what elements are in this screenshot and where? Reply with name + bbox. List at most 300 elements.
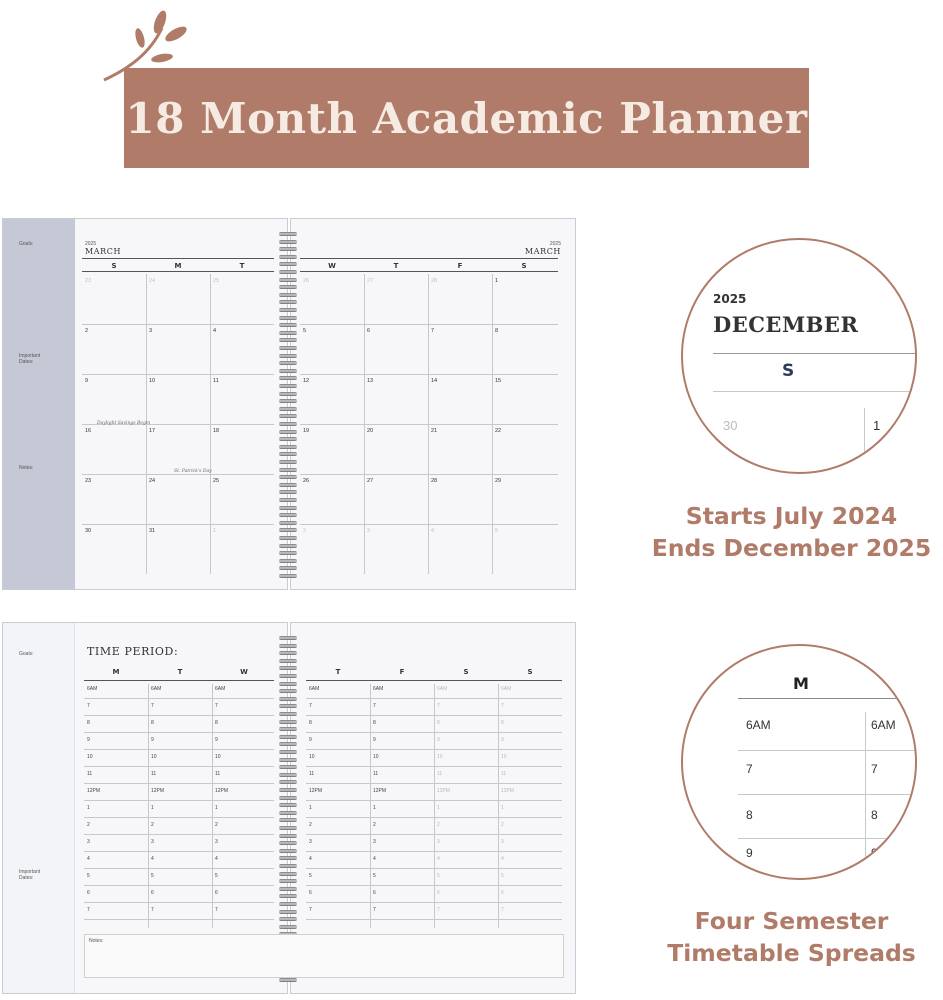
spiral-coil: [279, 720, 297, 724]
time-slot: 1: [215, 805, 218, 811]
spiral-coil: [279, 262, 297, 266]
zoom-rule: [738, 750, 915, 751]
time-slot: 11: [215, 771, 221, 777]
spiral-coil: [279, 834, 297, 838]
spiral-coil: [279, 240, 297, 244]
zoom-time: 7: [871, 762, 878, 776]
zoom-circle-timetable: [681, 644, 917, 880]
zoom-divider: [865, 712, 866, 880]
header-rule: [300, 258, 558, 259]
calendar-date: 17: [149, 428, 156, 434]
right-year: 2025: [549, 241, 561, 247]
spiral-coil: [279, 354, 297, 358]
time-slot: 8: [215, 720, 218, 726]
spiral-coil: [279, 894, 297, 898]
time-slot: 8: [437, 720, 440, 726]
time-slot: 7: [215, 703, 218, 709]
time-slot: 9: [501, 737, 504, 743]
calendar-date: 18: [213, 428, 220, 434]
spiral-coil: [279, 430, 297, 434]
calendar-date: 1: [213, 528, 217, 534]
time-slot: 2: [309, 822, 312, 828]
zoom-year: 2025: [713, 292, 747, 306]
spiral-binding: [279, 232, 297, 582]
spiral-coil: [279, 498, 297, 502]
caption-line: Ends December 2025: [651, 534, 932, 562]
calendar-date: 12: [303, 378, 310, 384]
spiral-coil: [279, 651, 297, 655]
spiral-coil: [279, 536, 297, 540]
time-slot: 4: [309, 856, 312, 862]
monthly-left-page: [2, 218, 288, 590]
spiral-coil: [279, 376, 297, 380]
notes-box: [84, 934, 564, 978]
grid-rule: [84, 800, 274, 801]
monthly-right-page: [290, 218, 576, 590]
sidebar-label-goals: Goals:: [19, 241, 34, 247]
spiral-coil: [279, 841, 297, 845]
weekday-header: T: [239, 262, 245, 270]
calendar-date: 16: [85, 428, 92, 434]
spiral-coil: [279, 574, 297, 578]
time-slot: 8: [501, 720, 504, 726]
spiral-coil: [279, 521, 297, 525]
calendar-date: 7: [431, 328, 435, 334]
time-slot: 7: [151, 703, 154, 709]
spiral-coil: [279, 727, 297, 731]
grid-rule: [300, 474, 558, 475]
grid-col-rule: [498, 684, 499, 928]
grid-rule: [300, 374, 558, 375]
grid-rule: [84, 919, 274, 920]
spiral-coil: [279, 887, 297, 891]
grid-col-rule: [492, 274, 493, 574]
time-slot: 2: [151, 822, 154, 828]
caption-line: Timetable Spreads: [667, 939, 916, 967]
time-slot: 9: [437, 737, 440, 743]
time-slot: 11: [309, 771, 315, 777]
notes-label: Notes:: [89, 938, 104, 944]
calendar-date: 2: [303, 528, 307, 534]
calendar-date: 31: [149, 528, 156, 534]
spiral-coil: [279, 742, 297, 746]
title-banner: [124, 68, 809, 168]
header-rule: [300, 271, 558, 272]
spiral-coil: [279, 773, 297, 777]
time-slot: 11: [437, 771, 443, 777]
zoom-time: 8: [871, 808, 878, 822]
zoom-time: 6AM: [871, 718, 896, 732]
spiral-coil: [279, 475, 297, 479]
spiral-coil: [279, 270, 297, 274]
time-slot: 9: [151, 737, 154, 743]
grid-col-rule: [370, 684, 371, 928]
time-slot: 8: [151, 720, 154, 726]
header-rule: [82, 271, 274, 272]
calendar-date: 3: [367, 528, 371, 534]
spiral-coil: [279, 636, 297, 640]
spiral-coil: [279, 544, 297, 548]
calendar-date: 8: [495, 328, 499, 334]
spiral-coil: [279, 528, 297, 532]
time-slot: 9: [87, 737, 90, 743]
spiral-coil: [279, 917, 297, 921]
time-slot: 1: [309, 805, 312, 811]
spiral-coil: [279, 490, 297, 494]
spiral-coil: [279, 796, 297, 800]
caption-line: Starts July 2024: [685, 502, 898, 530]
time-slot: 6: [501, 890, 504, 896]
grid-col-rule: [428, 274, 429, 574]
spiral-coil: [279, 925, 297, 929]
spiral-coil: [279, 674, 297, 678]
spiral-coil: [279, 849, 297, 853]
time-slot: 9: [373, 737, 376, 743]
spiral-coil: [279, 682, 297, 686]
zoom-time: 9: [871, 846, 878, 860]
zoom-rule: [738, 794, 915, 795]
spiral-coil: [279, 697, 297, 701]
calendar-date: 25: [213, 478, 220, 484]
time-slot: 7: [501, 907, 504, 913]
spiral-coil: [279, 445, 297, 449]
header-rule: [306, 680, 562, 681]
caption-line: Four Semester: [694, 907, 889, 935]
calendar-date: 23: [85, 278, 92, 284]
time-slot: 4: [373, 856, 376, 862]
time-slot: 7: [437, 703, 440, 709]
zoom-time: 7: [746, 762, 753, 776]
time-slot: 6AM: [437, 686, 448, 692]
spiral-coil: [279, 788, 297, 792]
zoom-time: 8: [746, 808, 753, 822]
calendar-date: 4: [213, 328, 217, 334]
time-slot: 6: [87, 890, 90, 896]
calendar-date: 6: [367, 328, 371, 334]
spiral-coil: [279, 659, 297, 663]
time-slot: 7: [87, 907, 90, 913]
spiral-coil: [279, 513, 297, 517]
spiral-coil: [279, 399, 297, 403]
spiral-coil: [279, 704, 297, 708]
spiral-coil: [279, 392, 297, 396]
calendar-date: 14: [431, 378, 438, 384]
weekly-spread: [2, 622, 576, 994]
time-slot: 7: [309, 703, 312, 709]
time-slot: 11: [501, 771, 507, 777]
weekday-header: W: [240, 668, 248, 676]
time-slot: 12PM: [373, 788, 387, 794]
zoom-rule: [738, 698, 915, 699]
spiral-coil: [279, 644, 297, 648]
spiral-coil: [279, 689, 297, 693]
time-slot: 10: [309, 754, 315, 760]
time-slot: 4: [501, 856, 504, 862]
grid-col-rule: [364, 274, 365, 574]
spiral-coil: [279, 758, 297, 762]
time-slot: 7: [437, 907, 440, 913]
spiral-coil: [279, 551, 297, 555]
zoom-date: 1: [873, 418, 881, 433]
time-slot: 5: [215, 873, 218, 879]
zoom-time: 9: [746, 846, 753, 860]
spiral-coil: [279, 864, 297, 868]
holiday-note: Daylight Savings Begin: [97, 421, 151, 426]
time-slot: 4: [215, 856, 218, 862]
time-slot: 8: [309, 720, 312, 726]
calendar-date: 25: [213, 278, 220, 284]
time-slot: 4: [437, 856, 440, 862]
spiral-coil: [279, 346, 297, 350]
time-slot: 1: [437, 805, 440, 811]
spiral-coil: [279, 422, 297, 426]
zoom-month: DECEMBER: [713, 312, 859, 337]
spiral-coil: [279, 978, 297, 982]
spiral-coil: [279, 460, 297, 464]
weekday-header: S: [527, 668, 533, 676]
time-slot: 11: [373, 771, 379, 777]
grid-rule: [82, 374, 274, 375]
spiral-coil: [279, 384, 297, 388]
weekday-header: S: [111, 262, 117, 270]
zoom-rule: [738, 838, 915, 839]
grid-rule: [84, 851, 274, 852]
calendar-date: 5: [303, 328, 307, 334]
spiral-coil: [279, 452, 297, 456]
spiral-coil: [279, 856, 297, 860]
time-slot: 6: [373, 890, 376, 896]
spiral-coil: [279, 910, 297, 914]
zoom-circle-month: [681, 238, 917, 474]
grid-rule: [84, 732, 274, 733]
spiral-coil: [279, 414, 297, 418]
spiral-coil: [279, 232, 297, 236]
time-slot: 3: [309, 839, 312, 845]
left-year: 2025: [85, 241, 97, 247]
zoom-time: 6AM: [746, 718, 771, 732]
spiral-coil: [279, 361, 297, 365]
time-slot: 5: [87, 873, 90, 879]
spiral-coil: [279, 468, 297, 472]
time-slot: 10: [437, 754, 443, 760]
spiral-coil: [279, 331, 297, 335]
weekly-sidebar: [3, 623, 75, 993]
time-slot: 7: [215, 907, 218, 913]
spiral-coil: [279, 316, 297, 320]
calendar-date: 20: [367, 428, 374, 434]
calendar-date: 11: [213, 378, 219, 384]
time-slot: 5: [151, 873, 154, 879]
weekday-header: M: [174, 262, 182, 270]
zoom-day-label: S: [782, 361, 795, 381]
monthly-sidebar: [3, 219, 75, 589]
time-slot: 12PM: [151, 788, 165, 794]
header-rule: [82, 258, 274, 259]
grid-rule: [82, 524, 274, 525]
time-slot: 12PM: [501, 788, 515, 794]
time-slot: 10: [373, 754, 379, 760]
calendar-date: 22: [495, 428, 502, 434]
spiral-coil: [279, 712, 297, 716]
spiral-coil: [279, 879, 297, 883]
time-slot: 12PM: [87, 788, 101, 794]
calendar-date: 23: [85, 478, 92, 484]
weekday-header: S: [521, 262, 527, 270]
time-slot: 6: [309, 890, 312, 896]
spiral-coil: [279, 369, 297, 373]
spiral-coil: [279, 300, 297, 304]
calendar-date: 3: [149, 328, 153, 334]
grid-col-rule: [148, 684, 149, 928]
spiral-coil: [279, 826, 297, 830]
spiral-coil: [279, 308, 297, 312]
grid-rule: [84, 817, 274, 818]
time-slot: 6AM: [87, 686, 98, 692]
grid-rule: [82, 474, 274, 475]
time-slot: 12PM: [437, 788, 451, 794]
spiral-coil: [279, 750, 297, 754]
time-slot: 6: [151, 890, 154, 896]
time-slot: 6AM: [215, 686, 226, 692]
grid-rule: [84, 783, 274, 784]
calendar-date: 5: [495, 528, 499, 534]
time-slot: 3: [215, 839, 218, 845]
grid-rule: [84, 902, 274, 903]
calendar-date: 10: [149, 378, 156, 384]
calendar-date: 9: [85, 378, 89, 384]
caption-dates: [640, 500, 943, 564]
spiral-coil: [279, 437, 297, 441]
spiral-coil: [279, 285, 297, 289]
time-slot: 5: [373, 873, 376, 879]
time-slot: 9: [215, 737, 218, 743]
time-slot: 2: [215, 822, 218, 828]
time-slot: 1: [87, 805, 90, 811]
time-slot: 3: [373, 839, 376, 845]
calendar-date: 28: [431, 478, 438, 484]
weekday-header: W: [328, 262, 336, 270]
time-slot: 1: [373, 805, 376, 811]
sidebar-label-dates: Important Dates:: [19, 353, 41, 365]
time-slot: 12PM: [215, 788, 229, 794]
spiral-coil: [279, 483, 297, 487]
calendar-date: 29: [495, 478, 502, 484]
spiral-coil: [279, 803, 297, 807]
grid-col-rule: [434, 684, 435, 928]
zoom-divider: [864, 408, 865, 474]
time-slot: 6AM: [151, 686, 162, 692]
time-slot: 6AM: [373, 686, 384, 692]
sidebar-label-notes: Notes:: [19, 465, 34, 471]
calendar-date: 21: [431, 428, 438, 434]
calendar-date: 15: [495, 378, 502, 384]
spiral-coil: [279, 765, 297, 769]
time-slot: 6: [215, 890, 218, 896]
calendar-date: 4: [431, 528, 435, 534]
calendar-date: 2: [85, 328, 89, 334]
holiday-note: St. Patrick's Day: [174, 469, 212, 474]
calendar-date: 27: [367, 278, 374, 284]
time-slot: 10: [87, 754, 93, 760]
weekday-header: M: [112, 668, 120, 676]
time-slot: 4: [87, 856, 90, 862]
time-slot: 5: [501, 873, 504, 879]
sidebar-label-goals: Goals:: [19, 651, 34, 657]
zoom-day-label: M: [793, 674, 809, 693]
time-slot: 10: [501, 754, 507, 760]
spiral-coil: [279, 506, 297, 510]
weekday-header: S: [463, 668, 469, 676]
caption-timetables: [640, 905, 943, 969]
time-slot: 12PM: [309, 788, 323, 794]
time-slot: 8: [373, 720, 376, 726]
time-slot: 8: [87, 720, 90, 726]
time-slot: 3: [501, 839, 504, 845]
zoom-date-faded: 30: [723, 418, 738, 433]
spiral-coil: [279, 407, 297, 411]
time-slot: 7: [373, 703, 376, 709]
spiral-coil: [279, 293, 297, 297]
weekday-header: F: [399, 668, 405, 676]
grid-rule: [84, 715, 274, 716]
spiral-coil: [279, 818, 297, 822]
time-slot: 10: [151, 754, 157, 760]
left-month-title: MARCH: [85, 247, 122, 256]
spiral-coil: [279, 323, 297, 327]
grid-rule: [84, 834, 274, 835]
weekday-header: T: [177, 668, 183, 676]
time-slot: 1: [151, 805, 154, 811]
time-slot: 6AM: [309, 686, 320, 692]
calendar-date: 1: [495, 278, 499, 284]
grid-rule: [82, 324, 274, 325]
monthly-spread: [2, 218, 576, 590]
grid-col-rule: [210, 274, 211, 574]
time-slot: 2: [501, 822, 504, 828]
time-slot: 5: [309, 873, 312, 879]
spiral-coil: [279, 278, 297, 282]
spiral-coil: [279, 338, 297, 342]
spiral-coil: [279, 872, 297, 876]
time-slot: 7: [501, 703, 504, 709]
grid-rule: [300, 424, 558, 425]
time-slot: 3: [437, 839, 440, 845]
calendar-date: 26: [303, 478, 310, 484]
spiral-coil: [279, 735, 297, 739]
page-title: 18 Month Academic Planner: [125, 93, 808, 143]
calendar-date: 24: [149, 278, 156, 284]
time-slot: 7: [151, 907, 154, 913]
weekday-header: F: [457, 262, 463, 270]
time-slot: 11: [87, 771, 93, 777]
time-slot: 2: [373, 822, 376, 828]
calendar-date: 26: [303, 278, 310, 284]
spiral-coil: [279, 559, 297, 563]
calendar-date: 27: [367, 478, 374, 484]
spiral-coil: [279, 780, 297, 784]
spiral-coil: [279, 566, 297, 570]
grid-col-rule: [212, 684, 213, 928]
spiral-coil: [279, 902, 297, 906]
time-period-title: TIME PERIOD:: [87, 645, 179, 658]
weekday-header: T: [335, 668, 341, 676]
time-slot: 4: [151, 856, 154, 862]
grid-rule: [300, 324, 558, 325]
zoom-rule: [713, 391, 915, 392]
time-slot: 6: [437, 890, 440, 896]
spiral-coil: [279, 247, 297, 251]
time-slot: 1: [501, 805, 504, 811]
